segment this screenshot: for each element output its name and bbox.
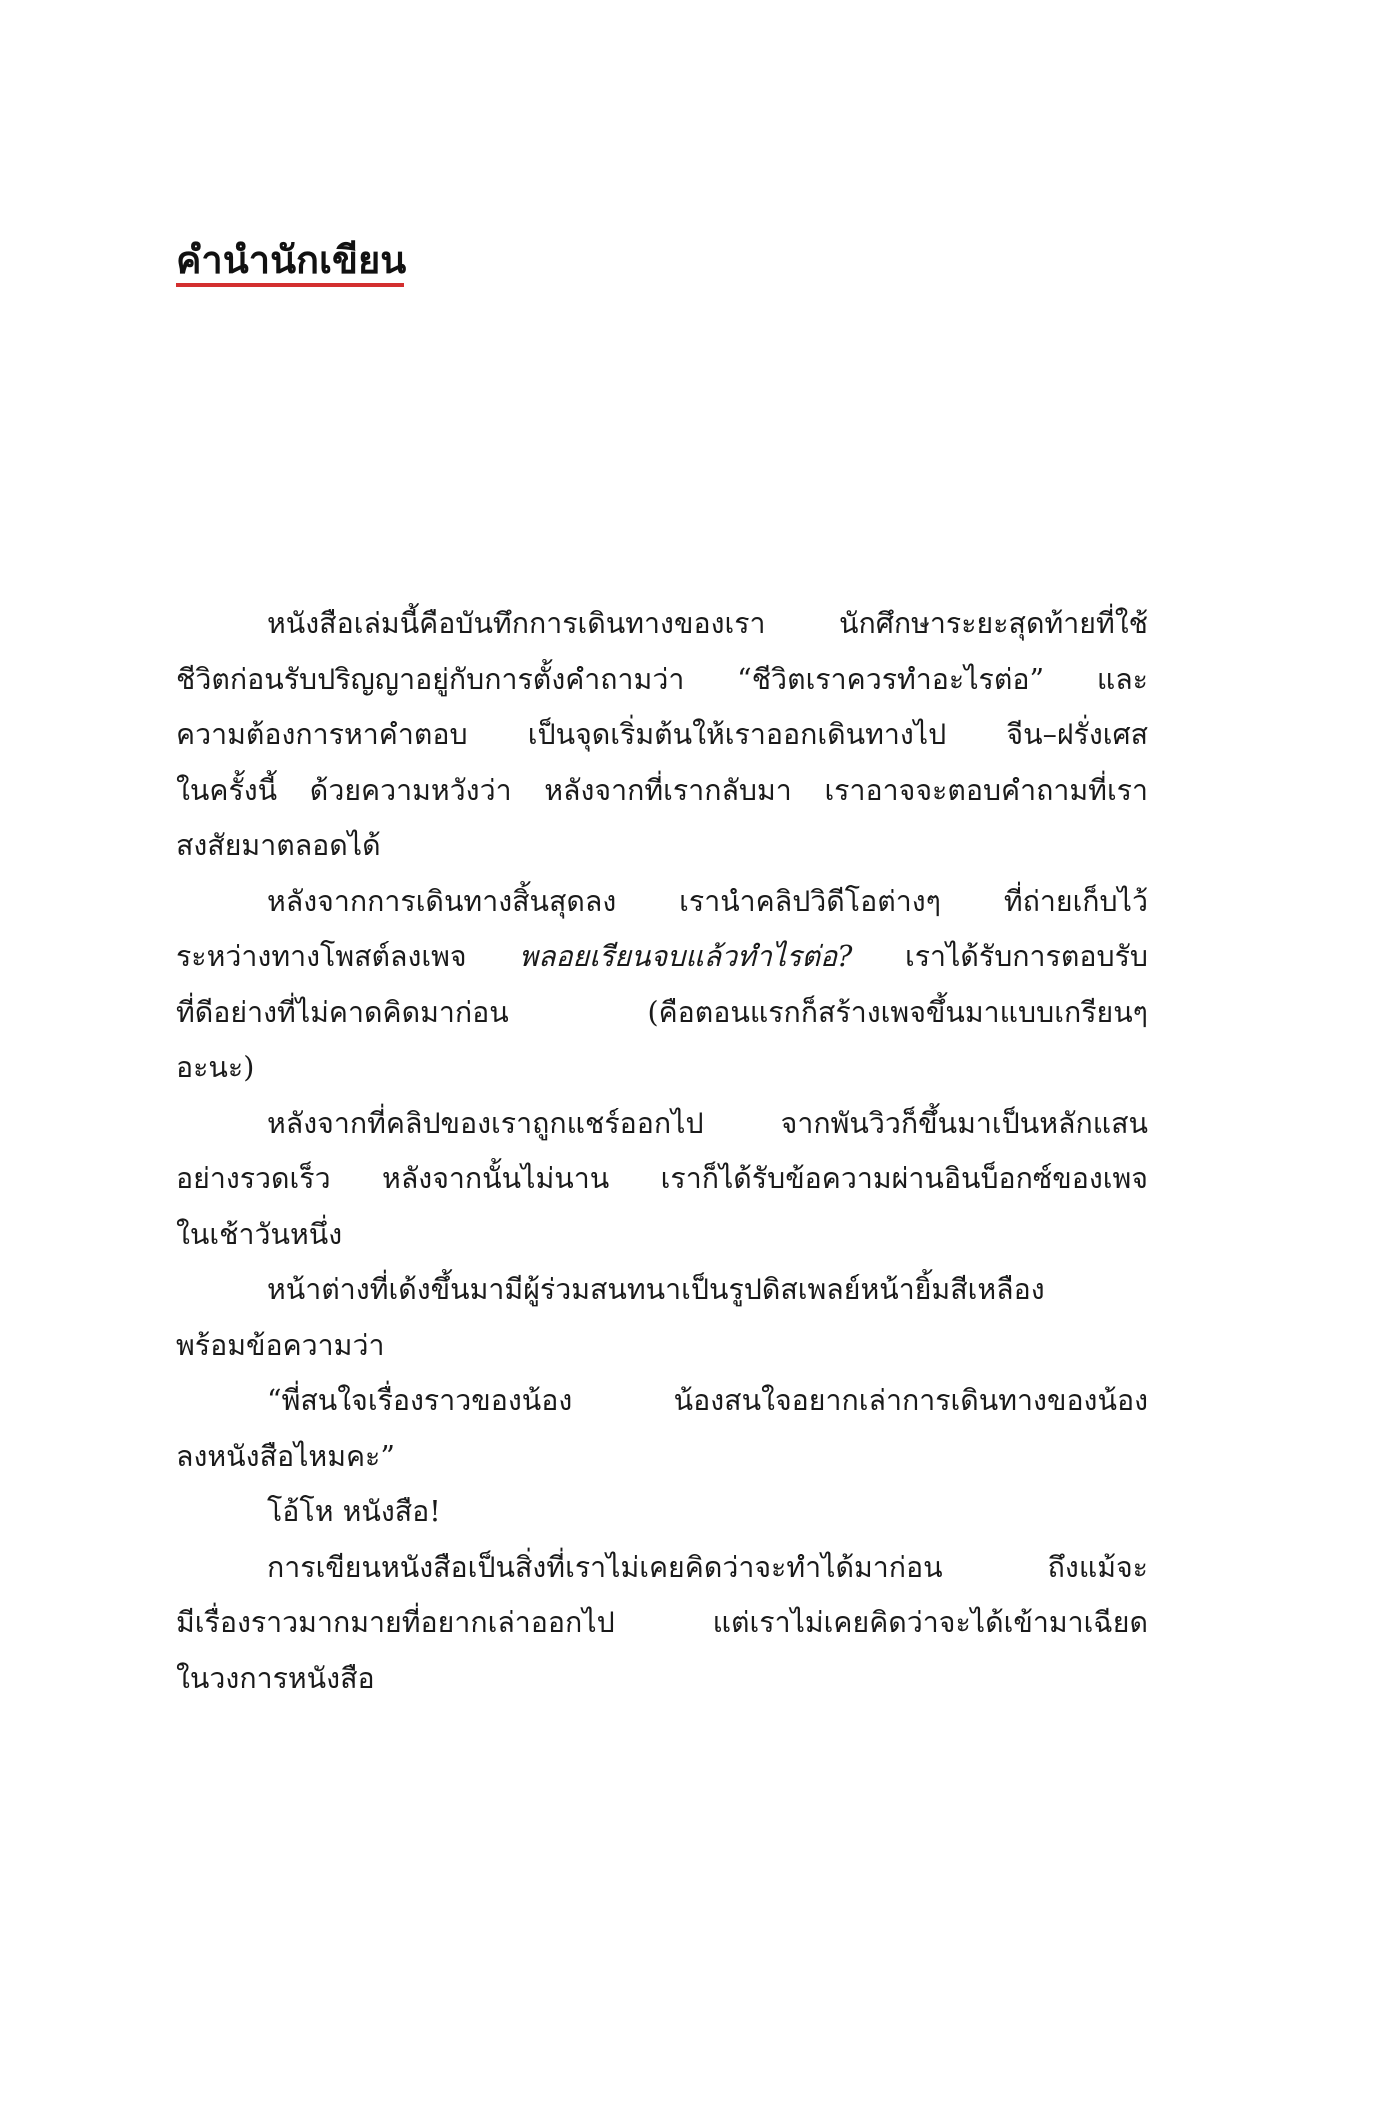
paragraph-3-line-3: ในเช้าวันหนึ่ง (176, 1217, 343, 1251)
paragraph-1-line-5: สงสัยมาตลอดได้ (176, 829, 381, 862)
page-title-italic: พลอยเรียนจบแล้วทำไรต่อ? (519, 940, 853, 973)
paragraph-1-line-1: หนังสือเล่มนี้คือบันทึกการเดินทางของเรา นักศึกษาระยะสุดท้ายที่ใช้ (267, 607, 1148, 640)
paragraph-7-line-1: การเขียนหนังสือเป็นสิ่งที่เราไม่เคยคิดว่าจะทำได้มาก่อน ถึงแม้จะ (267, 1550, 1148, 1584)
paragraph-4-line-1: หน้าต่างที่เด้งขึ้นมามีผู้ร่วมสนทนาเป็นรูปดิสเพลย์หน้ายิ้มสีเหลือง (267, 1273, 1045, 1306)
quote-line-1: “พี่สนใจเรื่องราวของน้อง น้องสนใจอยากเล่าการเดินทางของน้อง (267, 1384, 1148, 1417)
paragraph-7-line-2: มีเรื่องราวมากมายที่อยากเล่าออกไป แต่เราไม่เคยคิดว่าจะได้เข้ามาเฉียด (176, 1606, 1148, 1639)
paragraph-1-line-3: ความต้องการหาคำตอบ เป็นจุดเริ่มต้นให้เราออกเดินทางไป จีน–ฝรั่งเศส (176, 718, 1148, 751)
paragraph-2-line-1: หลังจากการเดินทางสิ้นสุดลง เรานำคลิปวิดีโอต่างๆ ที่ถ่ายเก็บไว้ (267, 884, 1148, 918)
paragraph-3-line-1: หลังจากที่คลิปของเราถูกแชร์ออกไป จากพันวิวก็ขึ้นมาเป็นหลักแสน (267, 1106, 1148, 1140)
heading-underline (176, 283, 404, 287)
paragraph-7-line-3: ในวงการหนังสือ (176, 1661, 375, 1695)
paragraph-3-line-2: อย่างรวดเร็ว หลังจากนั้นไม่นาน เราก็ได้รับข้อความผ่านอินบ็อกซ์ของเพจ (176, 1162, 1148, 1195)
paragraph-4-line-2: พร้อมข้อความว่า (176, 1328, 385, 1362)
paragraph-1-line-4: ในครั้งนี้ ด้วยความหวังว่า หลังจากที่เรากลับมา เราอาจจะตอบคำถามที่เรา (176, 773, 1148, 807)
paragraph-2-line-2 (176, 929, 1148, 985)
paragraph-2-line-2-after: เราได้รับการตอบรับ (852, 940, 1148, 973)
paragraph-2-line-3: ที่ดีอย่างที่ไม่คาดคิดมาก่อน (คือตอนแรกก็สร้างเพจขึ้นมาแบบเกรียนๆ (176, 995, 1148, 1029)
paragraph-2-line-4: อะนะ) (176, 1051, 255, 1084)
paragraph-1-line-2: ชีวิตก่อนรับปริญญาอยู่กับการตั้งคำถามว่า “ชีวิตเราควรทำอะไรต่อ” และ (176, 662, 1148, 696)
exclamation-line: โอ้โห หนังสือ! (267, 1495, 441, 1528)
body-text (176, 596, 1148, 1706)
paragraph-2-line-2-before: ระหว่างทางโพสต์ลงเพจ (176, 940, 520, 973)
quote-line-2: ลงหนังสือไหมคะ” (176, 1439, 395, 1473)
chapter-heading: คำนำนักเขียน (176, 238, 407, 282)
